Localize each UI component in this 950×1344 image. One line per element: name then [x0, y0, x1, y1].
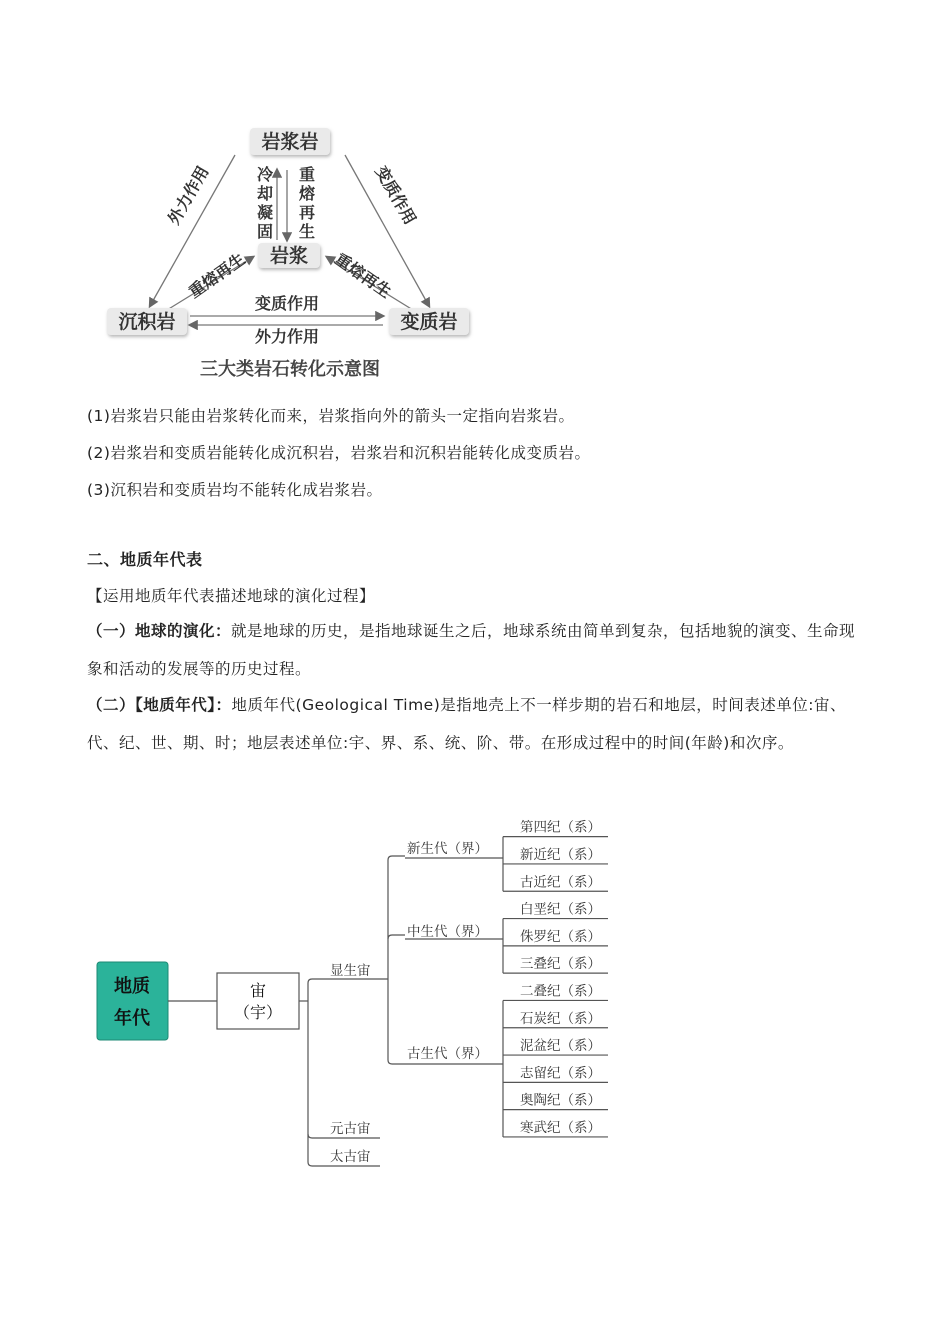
- period-label: 石炭纪（系）: [520, 1010, 601, 1027]
- label-remelting-right: 重熔再生: [331, 249, 395, 302]
- period-label: 新近纪（系）: [520, 846, 601, 863]
- geological-time-tree: [90, 808, 630, 1198]
- svg-text:古生代（界）: 古生代（界）: [407, 1046, 488, 1062]
- svg-text:中生代（界）: 中生代（界）: [407, 924, 488, 940]
- period-label: 志留纪（系）: [520, 1065, 601, 1082]
- tree-root: [97, 962, 168, 1040]
- tree-root-line2: 年代: [114, 1008, 150, 1029]
- eon-proterozoic: [330, 1120, 380, 1138]
- label-cooling: [257, 165, 274, 241]
- label-external-force-bottom: 外力作用: [254, 327, 320, 346]
- label-external-force-left: 外力作用: [164, 162, 213, 228]
- period-label: 三叠纪（系）: [520, 956, 601, 973]
- note-1: (1)岩浆岩只能由岩浆转化而来，岩浆指向外的箭头一定指向岩浆岩。: [87, 407, 575, 425]
- tree-root-line1: 地质: [114, 976, 150, 997]
- node-magma: [258, 243, 320, 268]
- label-metamorphism-right: 变质作用: [371, 162, 420, 228]
- section-subtitle: 【运用地质年代表描述地球的演化过程】: [87, 587, 376, 605]
- svg-text:沉积岩: 沉积岩: [118, 311, 176, 333]
- period-label: 寒武纪（系）: [520, 1119, 601, 1136]
- vertical-label-char: 重: [298, 165, 316, 184]
- rock-cycle-diagram: [95, 120, 485, 385]
- svg-text:新生代（界）: 新生代（界）: [407, 841, 488, 857]
- note-3: (3)沉积岩和变质岩均不能转化成岩浆岩。: [87, 481, 383, 499]
- paragraph-geological-time-lead: （二）【地质年代】：: [87, 696, 232, 714]
- node-metamorphic-rock: [389, 308, 469, 335]
- paragraph-geological-time: [87, 686, 867, 762]
- era-cenozoic: [405, 840, 503, 858]
- vertical-label-char: 生: [298, 222, 316, 241]
- vertical-label-char: 熔: [298, 184, 316, 203]
- vertical-label-char: 凝: [256, 203, 274, 222]
- paragraph-earth-evolution-lead: （一）地球的演化：: [87, 622, 232, 640]
- tree-eon-line1: 宙: [249, 981, 267, 1000]
- paragraph-earth-evolution-body: 就是地球的历史，是指地球诞生之后，地球系统由简单到复杂，包括地貌的演变、生命现象和活动的发展等的历史过程。: [87, 622, 856, 678]
- label-metamorphism-bottom: 变质作用: [254, 294, 320, 313]
- diagram-caption: 三大类岩石转化示意图: [200, 359, 380, 380]
- paragraph-geological-time-body: 地质年代(Geological Time)是指地壳上不一样步期的岩石和地层，时间表述单位:宙、代、纪、世、期、时；地层表述单位:宇、界、系、统、阶、带。在形成过程中的时间(年龄)和次序。: [87, 696, 846, 752]
- svg-text:变质岩: 变质岩: [400, 311, 458, 333]
- period-list: [503, 820, 608, 1137]
- vertical-label-char: 冷: [256, 165, 274, 184]
- svg-text:显生宙: 显生宙: [330, 963, 371, 979]
- period-label: 侏罗纪（系）: [520, 928, 601, 945]
- vertical-label-char: 却: [256, 184, 274, 203]
- node-magmatic-rock: [250, 128, 330, 155]
- period-label: 奥陶纪（系）: [520, 1092, 601, 1109]
- eon-phanerozoic: [330, 962, 388, 979]
- era-mesozoic: [405, 923, 503, 940]
- tree-eon-box: [217, 973, 299, 1029]
- era-paleozoic: [405, 1045, 503, 1064]
- period-label: 二叠纪（系）: [520, 983, 601, 1000]
- vertical-label-char: 再: [298, 203, 316, 222]
- label-remelting-vertical: [298, 165, 315, 241]
- note-2: (2)岩浆岩和变质岩能转化成沉积岩，岩浆岩和沉积岩能转化成变质岩。: [87, 444, 591, 462]
- tree-eon-line2: （宇）: [233, 1003, 283, 1022]
- node-sedimentary-rock: [107, 308, 187, 335]
- period-label: 古近纪（系）: [520, 874, 601, 891]
- period-label: 白垩纪（系）: [520, 901, 601, 918]
- svg-text:岩浆: 岩浆: [269, 245, 309, 267]
- vertical-label-char: 固: [256, 222, 274, 241]
- section-title: 二、地质年代表: [87, 550, 203, 569]
- svg-text:岩浆岩: 岩浆岩: [261, 131, 319, 153]
- svg-text:元古宙: 元古宙: [330, 1121, 371, 1137]
- label-remelting-left: 重熔再生: [185, 249, 249, 302]
- period-label: 泥盆纪（系）: [520, 1038, 601, 1055]
- period-label: 第四纪（系）: [520, 819, 601, 836]
- svg-text:太古宙: 太古宙: [330, 1149, 371, 1165]
- paragraph-earth-evolution: [87, 612, 867, 688]
- eon-archean: [330, 1148, 380, 1166]
